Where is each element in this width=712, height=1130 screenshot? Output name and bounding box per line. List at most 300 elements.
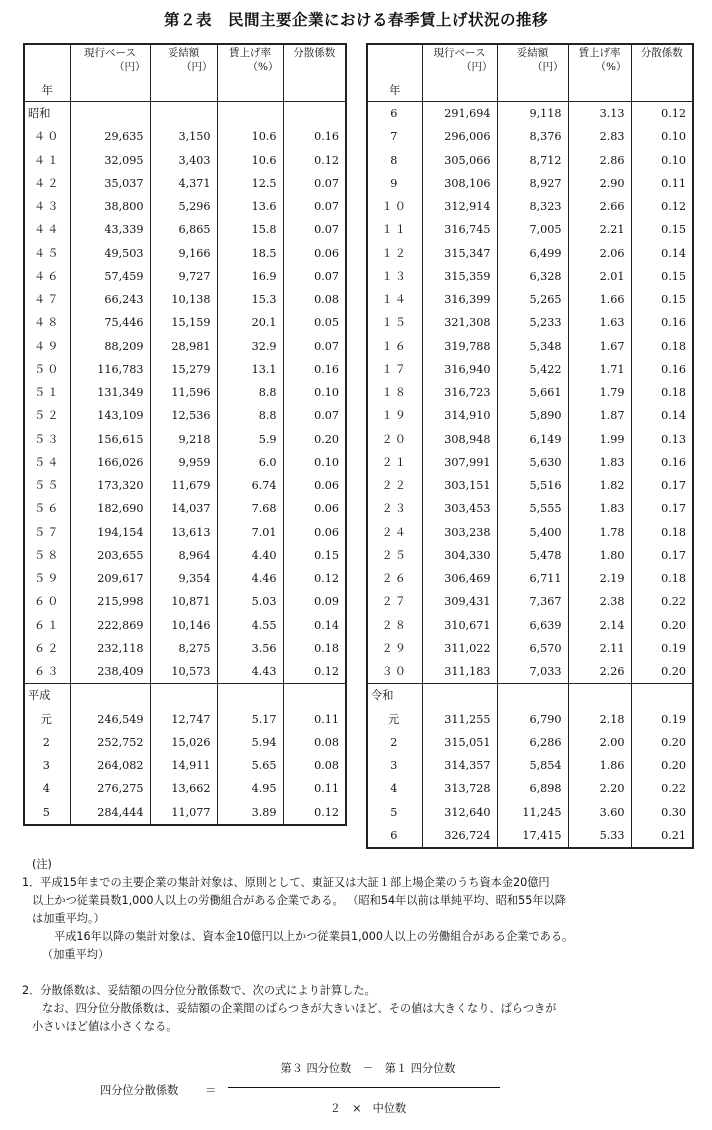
cell-amount: 3,150: [150, 125, 217, 148]
cell-base: 116,783: [70, 358, 150, 381]
cell-rate: [217, 684, 283, 708]
cell-base: [422, 684, 497, 708]
cell-year: ５９: [24, 567, 70, 590]
cell-amount: 5,555: [497, 497, 568, 520]
header-disp: [631, 44, 693, 102]
cell-rate: 13.6: [217, 195, 283, 218]
table-row: [24, 335, 346, 358]
note-1-line-1: 1．平成15年までの主要企業の集計対象は、原則として、東証又は大証１部上場企業のうち資本金20億円: [22, 876, 550, 889]
cell-rate: 15.3: [217, 288, 283, 311]
cell-amount: 7,005: [497, 218, 568, 241]
table-row: [367, 404, 693, 427]
formula-numerator: 第３ 四分位数 － 第１ 四分位数: [280, 1062, 456, 1075]
cell-year: 2: [367, 731, 422, 754]
cell-base: 303,453: [422, 497, 497, 520]
table-row: [24, 451, 346, 474]
table-row: [24, 801, 346, 825]
cell-amount: 10,146: [150, 614, 217, 637]
cell-base: 143,109: [70, 404, 150, 427]
cell-base: 313,728: [422, 777, 497, 800]
cell-rate: 3.89: [217, 801, 283, 825]
cell-rate: 1.99: [568, 428, 631, 451]
header-disp-label: 分散係数: [293, 47, 336, 59]
cell-amount: 17,415: [497, 824, 568, 848]
cell-rate: 3.13: [568, 102, 631, 126]
header-disp-label: 分散係数: [640, 47, 683, 59]
table-row: [367, 824, 693, 848]
cell-year: ４５: [24, 242, 70, 265]
cell-year: 3: [367, 754, 422, 777]
header-rate-label: 賃上げ率: [229, 47, 271, 59]
cell-year: ４２: [24, 172, 70, 195]
table-row: [24, 381, 346, 404]
cell-base: 194,154: [70, 521, 150, 544]
cell-amount: 10,573: [150, 660, 217, 684]
table-row: [24, 172, 346, 195]
cell-rate: 7.01: [217, 521, 283, 544]
header-base-label: 現行ベース: [433, 47, 486, 59]
table-row: [24, 474, 346, 497]
header-base-label: 現行ベース: [84, 47, 136, 59]
cell-amount: 9,959: [150, 451, 217, 474]
cell-year: １０: [367, 195, 422, 218]
table-row: [367, 358, 693, 381]
table-row: [24, 708, 346, 731]
cell-disp: 0.07: [283, 195, 346, 218]
cell-amount: 15,279: [150, 358, 217, 381]
cell-amount: 5,422: [497, 358, 568, 381]
cell-year: ５５: [24, 474, 70, 497]
cell-disp: 0.18: [631, 567, 693, 590]
table-row: [24, 288, 346, 311]
cell-year: 3: [24, 754, 70, 777]
cell-year: ４１: [24, 149, 70, 172]
cell-disp: 0.12: [283, 660, 346, 684]
header-base-unit: （円）: [114, 60, 146, 73]
cell-amount: 15,026: [150, 731, 217, 754]
cell-rate: 2.86: [568, 149, 631, 172]
cell-disp: 0.10: [631, 125, 693, 148]
cell-disp: 0.16: [283, 125, 346, 148]
cell-disp: [631, 684, 693, 708]
cell-rate: 15.8: [217, 218, 283, 241]
cell-amount: 9,218: [150, 428, 217, 451]
note-1-line-3: は加重平均。）: [32, 912, 105, 925]
table-header-row: [367, 44, 693, 102]
table-row: [367, 660, 693, 684]
cell-rate: 2.19: [568, 567, 631, 590]
table-row: [367, 731, 693, 754]
cell-disp: 0.08: [283, 731, 346, 754]
cell-year: １５: [367, 311, 422, 334]
cell-year: ５７: [24, 521, 70, 544]
cell-rate: 4.40: [217, 544, 283, 567]
cell-amount: 28,981: [150, 335, 217, 358]
cell-rate: 4.55: [217, 614, 283, 637]
cell-rate: 20.1: [217, 311, 283, 334]
cell-base: 312,640: [422, 801, 497, 824]
cell-base: 166,026: [70, 451, 150, 474]
cell-year: 元: [24, 708, 70, 731]
cell-rate: 7.68: [217, 497, 283, 520]
cell-rate: 2.66: [568, 195, 631, 218]
cell-disp: 0.07: [283, 335, 346, 358]
table-row: [24, 102, 346, 126]
cell-base: 182,690: [70, 497, 150, 520]
table-row: [367, 614, 693, 637]
cell-base: 252,752: [70, 731, 150, 754]
cell-year: １２: [367, 242, 422, 265]
cell-amount: 9,166: [150, 242, 217, 265]
cell-rate: 1.78: [568, 521, 631, 544]
cell-disp: 0.17: [631, 544, 693, 567]
cell-amount: 8,712: [497, 149, 568, 172]
table-row: [367, 708, 693, 731]
cell-rate: 2.01: [568, 265, 631, 288]
table-row: [24, 242, 346, 265]
page-title: 第２表 民間主要企業における春季賃上げ状況の推移: [163, 11, 548, 29]
cell-disp: 0.17: [631, 497, 693, 520]
cell-disp: 0.10: [283, 451, 346, 474]
cell-amount: 10,138: [150, 288, 217, 311]
cell-base: 304,330: [422, 544, 497, 567]
cell-disp: 0.14: [631, 242, 693, 265]
cell-rate: 10.6: [217, 149, 283, 172]
cell-disp: 0.06: [283, 497, 346, 520]
cell-amount: 6,639: [497, 614, 568, 637]
table-row: [24, 195, 346, 218]
cell-year: 8: [367, 149, 422, 172]
cell-amount: 8,275: [150, 637, 217, 660]
table-row: [24, 428, 346, 451]
table-row: [24, 218, 346, 241]
cell-base: 156,615: [70, 428, 150, 451]
cell-base: 75,446: [70, 311, 150, 334]
cell-amount: 5,478: [497, 544, 568, 567]
cell-year: １６: [367, 335, 422, 358]
cell-amount: 7,033: [497, 660, 568, 684]
cell-disp: 0.07: [283, 218, 346, 241]
cell-amount: 6,898: [497, 777, 568, 800]
cell-base: 49,503: [70, 242, 150, 265]
cell-amount: 6,149: [497, 428, 568, 451]
cell-year: ２９: [367, 637, 422, 660]
cell-year: ５３: [24, 428, 70, 451]
table-row: [367, 381, 693, 404]
cell-disp: 0.06: [283, 521, 346, 544]
table-row: [24, 567, 346, 590]
cell-year: 元: [367, 708, 422, 731]
cell-base: [70, 102, 150, 126]
cell-disp: 0.15: [283, 544, 346, 567]
cell-amount: 6,286: [497, 731, 568, 754]
cell-amount: 6,499: [497, 242, 568, 265]
table-body-left: [24, 102, 346, 825]
cell-disp: 0.22: [631, 777, 693, 800]
table-row: [367, 242, 693, 265]
table-row: [24, 544, 346, 567]
cell-disp: 0.18: [283, 637, 346, 660]
cell-rate: 4.43: [217, 660, 283, 684]
cell-year: ２４: [367, 521, 422, 544]
cell-rate: 1.83: [568, 451, 631, 474]
cell-disp: 0.12: [283, 567, 346, 590]
cell-rate: 2.21: [568, 218, 631, 241]
cell-year: ２３: [367, 497, 422, 520]
header-disp: [283, 44, 346, 102]
table-row: [367, 544, 693, 567]
cell-disp: 0.18: [631, 335, 693, 358]
cell-year: １７: [367, 358, 422, 381]
cell-rate: 5.33: [568, 824, 631, 848]
cell-rate: 5.17: [217, 708, 283, 731]
cell-base: 316,745: [422, 218, 497, 241]
cell-disp: [283, 102, 346, 126]
cell-base: 315,347: [422, 242, 497, 265]
cell-year: 2: [24, 731, 70, 754]
cell-year: 昭和: [24, 102, 70, 126]
cell-disp: 0.12: [631, 195, 693, 218]
cell-rate: 1.82: [568, 474, 631, 497]
cell-base: 38,800: [70, 195, 150, 218]
cell-amount: 5,890: [497, 404, 568, 427]
cell-disp: 0.17: [631, 474, 693, 497]
cell-base: 308,106: [422, 172, 497, 195]
header-year: 年: [367, 44, 422, 102]
cell-rate: 2.06: [568, 242, 631, 265]
cell-rate: 2.26: [568, 660, 631, 684]
cell-amount: [150, 102, 217, 126]
cell-amount: 5,854: [497, 754, 568, 777]
cell-base: 222,869: [70, 614, 150, 637]
cell-disp: 0.15: [631, 218, 693, 241]
cell-rate: 1.71: [568, 358, 631, 381]
wage-table-right: [366, 43, 694, 849]
table-row: [367, 801, 693, 824]
cell-rate: 1.86: [568, 754, 631, 777]
cell-year: ２５: [367, 544, 422, 567]
cell-year: １９: [367, 404, 422, 427]
cell-disp: 0.11: [283, 777, 346, 800]
cell-rate: 10.6: [217, 125, 283, 148]
cell-rate: 5.03: [217, 590, 283, 613]
cell-base: 29,635: [70, 125, 150, 148]
table-row: [24, 660, 346, 684]
cell-disp: 0.13: [631, 428, 693, 451]
note-2-line-1: 2．分散係数は、妥結額の四分位分散係数で、次の式により計算した。: [22, 984, 376, 997]
cell-year: ４６: [24, 265, 70, 288]
cell-base: 315,051: [422, 731, 497, 754]
table-row: [367, 521, 693, 544]
table-row: [24, 265, 346, 288]
cell-base: 32,095: [70, 149, 150, 172]
note-1-line-4: 平成16年以降の集計対象は、資本金10億円以上かつ従業員1,000人以上の労働組合がある企業である。: [54, 930, 574, 943]
table-row: [24, 777, 346, 800]
table-header-row: [24, 44, 346, 102]
cell-amount: 5,265: [497, 288, 568, 311]
cell-disp: 0.19: [631, 637, 693, 660]
cell-disp: 0.08: [283, 754, 346, 777]
cell-year: 9: [367, 172, 422, 195]
cell-base: 303,151: [422, 474, 497, 497]
table-row: [24, 404, 346, 427]
cell-base: 215,998: [70, 590, 150, 613]
cell-base: 319,788: [422, 335, 497, 358]
cell-base: 305,066: [422, 149, 497, 172]
cell-year: １８: [367, 381, 422, 404]
cell-rate: 2.20: [568, 777, 631, 800]
cell-disp: 0.20: [631, 754, 693, 777]
cell-amount: 12,536: [150, 404, 217, 427]
cell-amount: 6,328: [497, 265, 568, 288]
cell-amount: 6,570: [497, 637, 568, 660]
cell-disp: 0.15: [631, 288, 693, 311]
cell-amount: 9,354: [150, 567, 217, 590]
formula-denominator: ２ × 中位数: [329, 1102, 407, 1115]
table-row: [367, 288, 693, 311]
cell-year: ５２: [24, 404, 70, 427]
cell-rate: 1.63: [568, 311, 631, 334]
cell-base: 326,724: [422, 824, 497, 848]
cell-base: 303,238: [422, 521, 497, 544]
cell-year: ６３: [24, 660, 70, 684]
cell-year: ４９: [24, 335, 70, 358]
cell-base: 316,723: [422, 381, 497, 404]
cell-disp: 0.20: [631, 660, 693, 684]
cell-base: 88,209: [70, 335, 150, 358]
cell-disp: 0.08: [283, 288, 346, 311]
cell-amount: 12,747: [150, 708, 217, 731]
notes-spacer: [22, 964, 702, 982]
table-row: [24, 497, 346, 520]
table-row: [24, 637, 346, 660]
cell-base: 310,671: [422, 614, 497, 637]
cell-rate: 6.74: [217, 474, 283, 497]
cell-year: 5: [24, 801, 70, 825]
header-year: 年: [24, 44, 70, 102]
cell-amount: 7,367: [497, 590, 568, 613]
cell-rate: [568, 684, 631, 708]
cell-year: ４７: [24, 288, 70, 311]
cell-rate: 13.1: [217, 358, 283, 381]
cell-amount: 5,661: [497, 381, 568, 404]
cell-year: ６０: [24, 590, 70, 613]
formula-lhs: 四分位分散係数: [100, 1084, 179, 1097]
table-row: [367, 195, 693, 218]
table-row: [24, 149, 346, 172]
table-row: [367, 637, 693, 660]
cell-base: 284,444: [70, 801, 150, 825]
header-base: [422, 44, 497, 102]
cell-disp: 0.14: [631, 404, 693, 427]
cell-rate: 2.00: [568, 731, 631, 754]
cell-rate: 1.66: [568, 288, 631, 311]
wage-table-left: [23, 43, 347, 826]
cell-disp: [283, 684, 346, 708]
cell-year: ６１: [24, 614, 70, 637]
cell-disp: 0.19: [631, 708, 693, 731]
table-row: [24, 754, 346, 777]
table-row: [367, 428, 693, 451]
cell-year: 令和: [367, 684, 422, 708]
cell-disp: 0.12: [283, 801, 346, 825]
cell-amount: 8,376: [497, 125, 568, 148]
cell-base: 173,320: [70, 474, 150, 497]
cell-base: 66,243: [70, 288, 150, 311]
cell-base: 296,006: [422, 125, 497, 148]
table-row: [367, 567, 693, 590]
cell-rate: 5.65: [217, 754, 283, 777]
cell-base: 316,940: [422, 358, 497, 381]
cell-year: 4: [24, 777, 70, 800]
cell-disp: 0.16: [631, 311, 693, 334]
cell-disp: 0.21: [631, 824, 693, 848]
cell-year: ４８: [24, 311, 70, 334]
cell-disp: 0.16: [631, 358, 693, 381]
cell-base: 264,082: [70, 754, 150, 777]
cell-year: ５６: [24, 497, 70, 520]
table-row: [24, 731, 346, 754]
table-row: [367, 172, 693, 195]
cell-rate: 2.14: [568, 614, 631, 637]
cell-amount: [497, 684, 568, 708]
header-amount-unit: （円）: [532, 60, 564, 73]
cell-amount: 5,233: [497, 311, 568, 334]
cell-amount: 15,159: [150, 311, 217, 334]
cell-amount: 4,371: [150, 172, 217, 195]
table-row: [367, 149, 693, 172]
cell-base: [70, 684, 150, 708]
cell-base: 311,183: [422, 660, 497, 684]
cell-year: ２６: [367, 567, 422, 590]
cell-rate: 1.79: [568, 381, 631, 404]
cell-rate: 2.90: [568, 172, 631, 195]
cell-disp: 0.11: [283, 708, 346, 731]
cell-base: 308,948: [422, 428, 497, 451]
cell-disp: 0.16: [631, 451, 693, 474]
cell-base: 307,991: [422, 451, 497, 474]
cell-base: 35,037: [70, 172, 150, 195]
cell-rate: 8.8: [217, 404, 283, 427]
cell-rate: 8.8: [217, 381, 283, 404]
cell-amount: 9,727: [150, 265, 217, 288]
cell-amount: 5,630: [497, 451, 568, 474]
dispersion-formula: [0, 1060, 712, 1120]
table-row: [367, 777, 693, 800]
cell-disp: 0.12: [283, 149, 346, 172]
cell-year: ３０: [367, 660, 422, 684]
cell-year: ５０: [24, 358, 70, 381]
cell-amount: 9,118: [497, 102, 568, 126]
table-row: [24, 358, 346, 381]
cell-amount: [150, 684, 217, 708]
formula-fraction-bar: [228, 1087, 500, 1088]
table-row: [367, 684, 693, 708]
table-row: [367, 311, 693, 334]
cell-disp: 0.09: [283, 590, 346, 613]
notes-section: [22, 856, 702, 1036]
cell-disp: 0.07: [283, 265, 346, 288]
cell-base: 276,275: [70, 777, 150, 800]
cell-disp: 0.30: [631, 801, 693, 824]
table-row: [24, 521, 346, 544]
table-row: [24, 311, 346, 334]
table-row: [24, 590, 346, 613]
cell-year: 7: [367, 125, 422, 148]
cell-base: 321,308: [422, 311, 497, 334]
cell-base: 246,549: [70, 708, 150, 731]
cell-rate: 3.56: [217, 637, 283, 660]
